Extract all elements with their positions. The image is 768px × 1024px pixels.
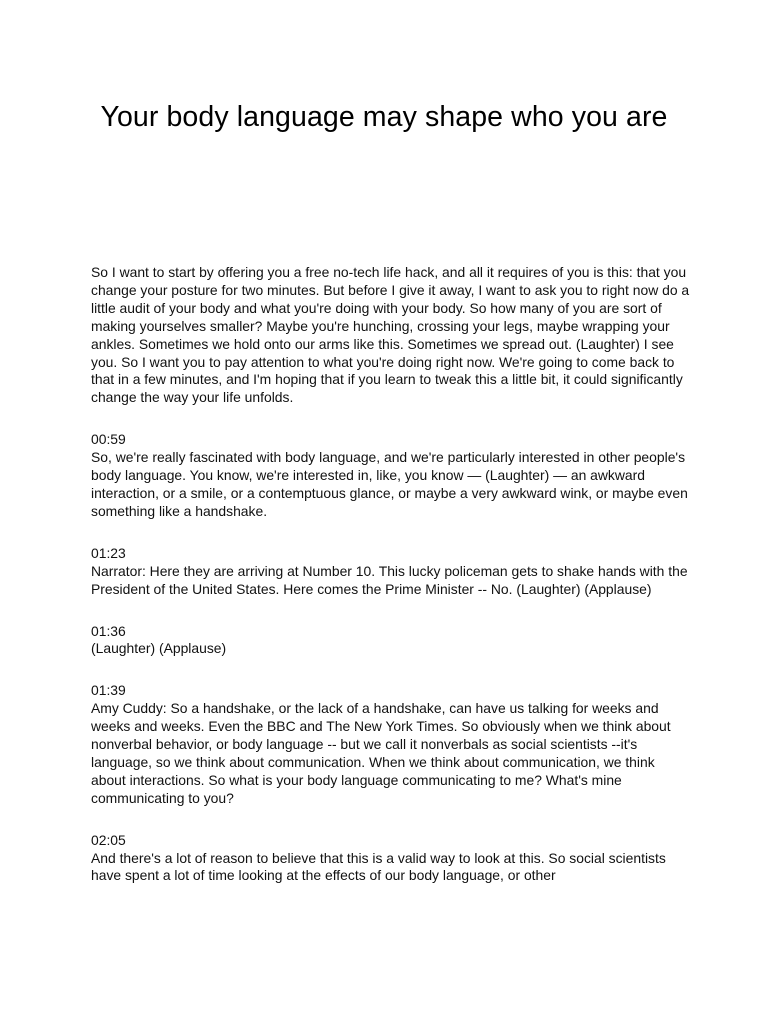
paragraph-text: So, we're really fascinated with body language, and we're particularly interested in other people's body language. You know, we're interested in, like, you know — (Laughter) — an awkward interaction, or a smile, or a contemptuous glance, or maybe a very awkward wink, or maybe even something like a handshake.: [91, 449, 688, 519]
paragraph-text: Amy Cuddy: So a handshake, or the lack of a handshake, can have us talking for weeks and weeks and weeks. Even the BBC and The New York Times. So obviously when we think about nonverbal behavior, or body language -- but we call it nonverbals as social scientists --it's language, so we think about communication. When we think about communication, we think about interactions. So what is your body language communicating to me? What's mine communicating to you?: [91, 700, 671, 806]
timestamp: 01:23: [91, 544, 126, 561]
transcript-paragraph: [91, 431, 691, 521]
paragraph-text: So I want to start by offering you a free no-tech life hack, and all it requires of you is this: that you change your posture for two minutes. But before I give it away, I want to ask you to right now do a little audit of your body and what you're doing with your body. So how many of you are sort of making yourselves smaller? Maybe you're hunching, crossing your legs, maybe wrapping your ankles. Sometimes we hold onto our arms like this. Sometimes we spread out. (Laughter) I see you. So I want you to pay attention to what you're doing right now. We're going to come back to that in a few minutes, and I'm hoping that if you learn to tweak this a little bit, it could significantly change the way your life unfolds.: [91, 264, 690, 406]
transcript-paragraph: [91, 623, 691, 659]
timestamp: 01:39: [91, 682, 126, 699]
paragraph-text: (Laughter) (Applause): [91, 640, 227, 657]
paragraph-text: And there's a lot of reason to believe that this is a valid way to look at this. So social scientists have spent a lot of time looking at the effects of our body language, or other: [91, 849, 666, 884]
transcript-paragraph: [91, 682, 691, 807]
transcript-body: [91, 264, 691, 909]
paragraph-text: Narrator: Here they are arriving at Number 10. This lucky policeman gets to shake hands with the President of the United States. Here comes the Prime Minister -- No. (Laughter) (Applause): [91, 562, 688, 597]
timestamp: 00:59: [91, 431, 126, 448]
timestamp: 02:05: [91, 831, 126, 848]
transcript-paragraph: [91, 545, 691, 599]
transcript-paragraph: [91, 832, 691, 886]
timestamp: 01:36: [91, 622, 126, 639]
transcript-paragraph: [91, 264, 691, 407]
document-title: Your body language may shape who you are: [100, 101, 668, 133]
